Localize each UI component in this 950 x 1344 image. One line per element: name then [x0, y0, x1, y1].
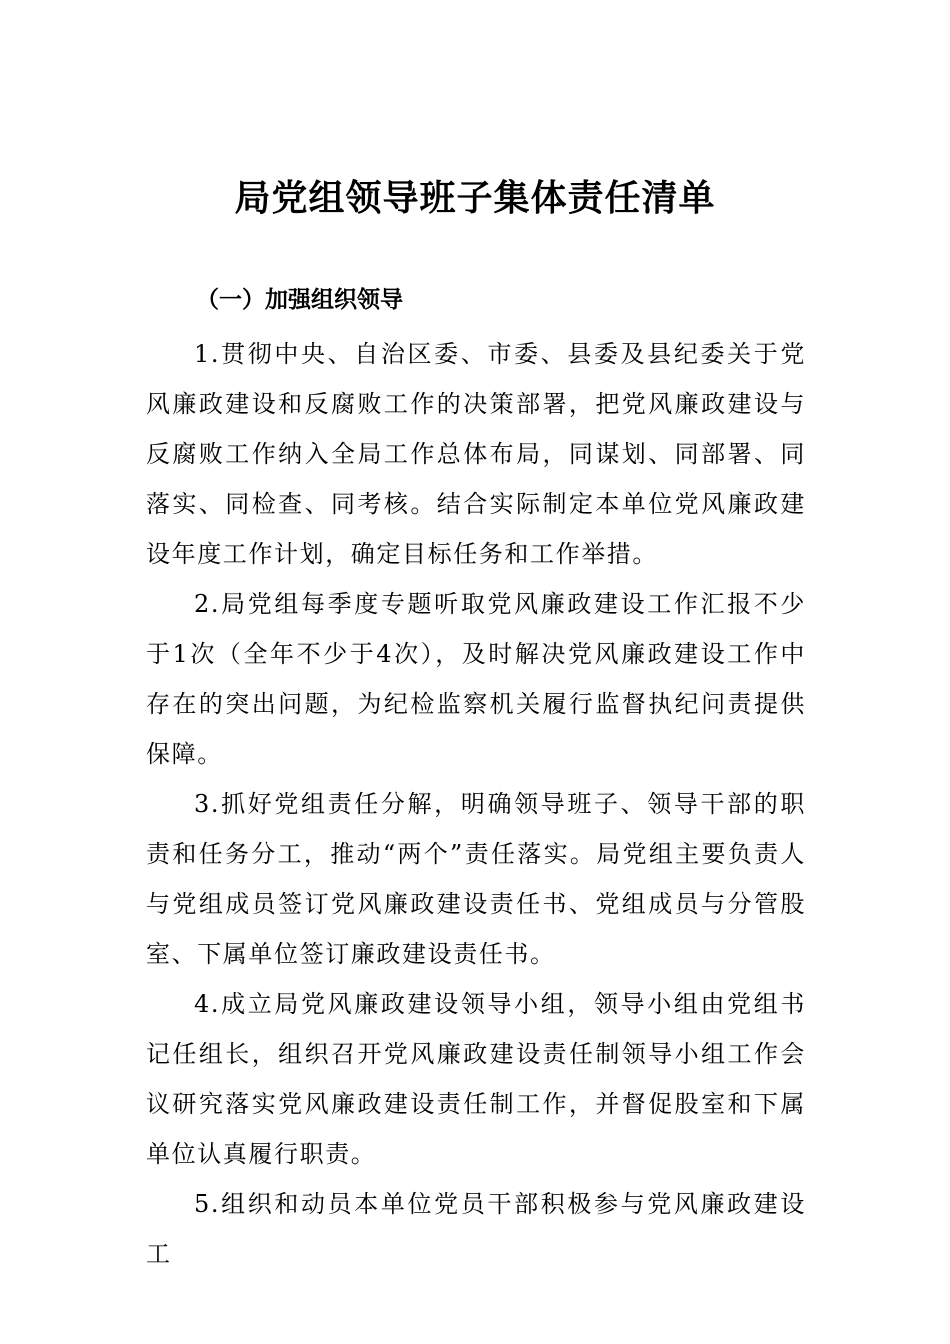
section-heading: （一）加强组织领导: [196, 287, 403, 313]
paragraph-2: 2.局党组每季度专题听取党风廉政建设工作汇报不少于1次（全年不少于4次），及时解决党风廉政建设工作中存在的突出问题，为纪检监察机关履行监督执纪问责提供保障。: [146, 590, 806, 768]
paragraph-5: 5.组织和动员本单位党员干部积极参与党风廉政建设工: [146, 1190, 806, 1268]
document-title: 局党组领导班子集体责任清单: [234, 177, 716, 219]
paragraph-4: 4.成立局党风廉政建设领导小组，领导小组由党组书记任组长，组织召开党风廉政建设责任制领导小组工作会议研究落实党风廉政建设责任制工作，并督促股室和下属单位认真履行职责。: [146, 990, 806, 1168]
paragraph-1: 1.贯彻中央、自治区委、市委、县委及县纪委关于党风廉政建设和反腐败工作的决策部署，把党风廉政建设与反腐败工作纳入全局工作总体布局，同谋划、同部署、同落实、同检查、同考核。结合实际制定本单位党风廉政建设年度工作计划，确定目标任务和工作举措。: [146, 340, 806, 568]
paragraph-3: 3.抓好党组责任分解，明确领导班子、领导干部的职责和任务分工，推动“两个”责任落实。局党组主要负责人与党组成员签订党风廉政建设责任书、党组成员与分管股室、下属单位签订廉政建设责任书。: [146, 790, 806, 968]
document-body: [146, 329, 806, 1279]
